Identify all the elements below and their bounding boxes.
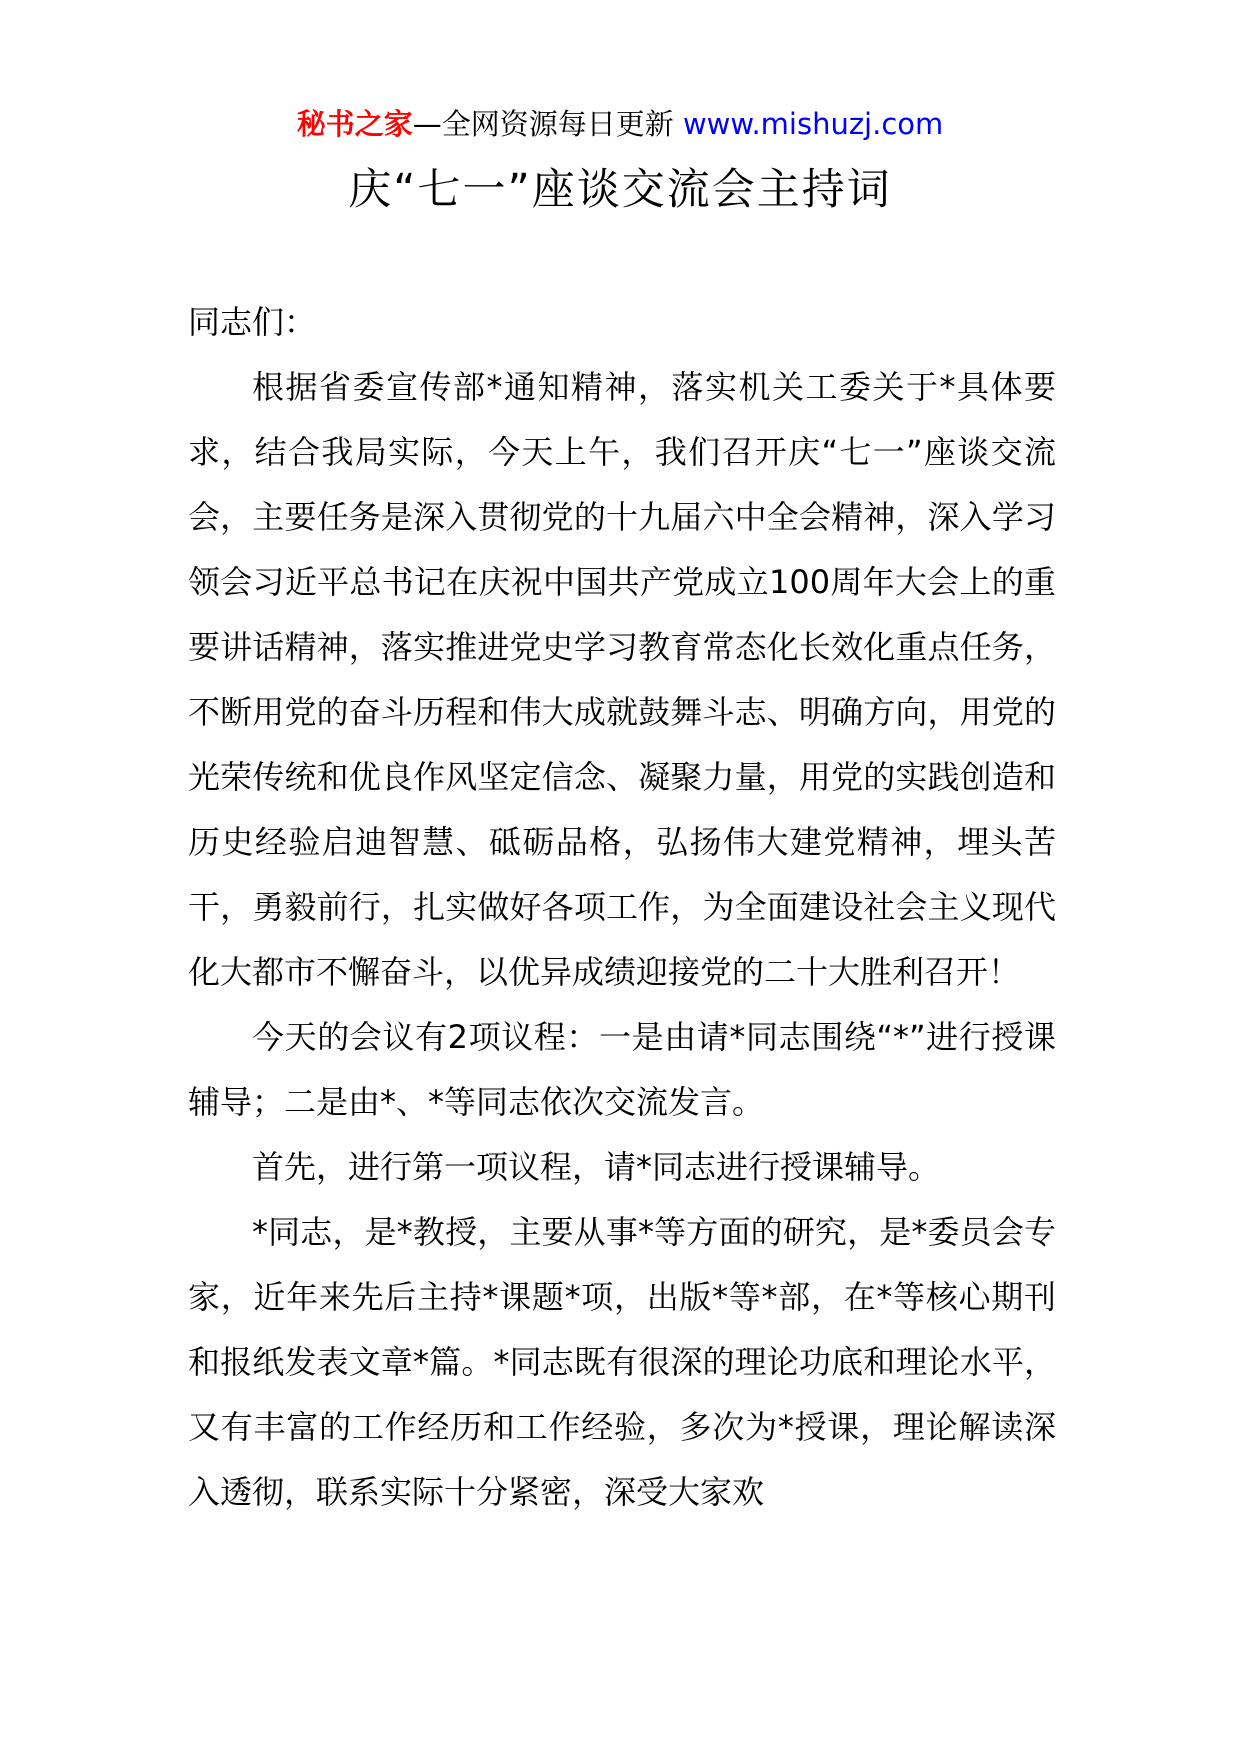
paragraph-4: *同志，是*教授，主要从事*等方面的研究，是*委员会专家，近年来先后主持*课题*项，出版*等*部，在*等核心期刊和报纸发表文章*篇。*同志既有很深的理论功底和理论水平，又有丰富的工作经历和工作经验，多次为*授课，理论解读深入透彻，联系实际十分紧密，深受大家欢 xyxy=(188,1213,1056,1511)
document-body xyxy=(188,290,1056,1525)
paragraph-1: 根据省委宣传部*通知精神，落实机关工委关于*具体要求，结合我局实际，今天上午，我们召开庆“七一”座谈交流会，主要任务是深入贯彻党的十九届六中全会精神，深入学习领会习近平总书记在庆祝中国共产党成立100周年大会上的重要讲话精神，落实推进党史学习教育常态化长效化重点任务，不断用党的奋斗历程和伟大成就鼓舞斗志、明确方向，用党的光荣传统和优良作风坚定信念、凝聚力量，用党的实践创造和历史经验启迪智慧、砥砺品格，弘扬伟大建党精神，埋头苦干，勇毅前行，扎实做好各项工作，为全面建设社会主义现代化大都市不懈奋斗，以优异成绩迎接党的二十大胜利召开！ xyxy=(188,368,1056,991)
site-slogan: —全网资源每日更新 xyxy=(412,107,683,141)
site-url-link[interactable]: www.mishuzj.com xyxy=(682,107,944,141)
paragraph-2: 今天的会议有2项议程：一是由请*同志围绕“*”进行授课辅导；二是由*、*等同志依次交流发言。 xyxy=(188,1018,1056,1121)
greeting: 同志们： xyxy=(188,303,317,341)
paragraph-3: 首先，进行第一项议程，请*同志进行授课辅导。 xyxy=(252,1148,941,1186)
document-title: 庆“七一”座谈交流会主持词 xyxy=(348,165,892,215)
site-brand: 秘书之家 xyxy=(296,107,413,141)
site-header xyxy=(0,104,1240,144)
